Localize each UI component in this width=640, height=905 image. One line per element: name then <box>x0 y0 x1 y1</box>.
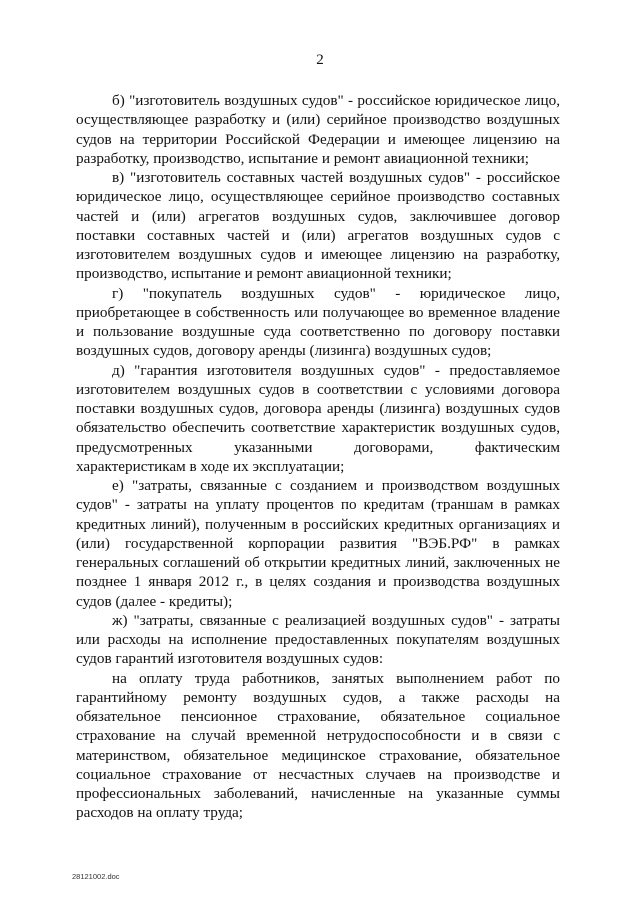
document-body <box>76 91 560 823</box>
paragraph-zh: ж) "затраты, связанные с реализацией воздушных судов" - затраты или расходы на исполнение предоставленных покупателям воздушных судов гарантий изготовителя воздушных судов: <box>76 611 560 668</box>
page-number: 2 <box>316 52 324 68</box>
paragraph-e: е) "затраты, связанные с созданием и производством воздушных судов" - затраты на уплату процентов по кредитам (траншам в рамках кредитных линий), полученным в российских кредитных организациях и (или) государственной корпорации развития "ВЭБ.РФ" в рамках генеральных соглашений об открытии кредитных линий, заключенных не позднее 1 января 2012 г., в целях создания и производства воздушных судов (далее - кредиты); <box>76 477 560 610</box>
paragraph-b: б) "изготовитель воздушных судов" - российское юридическое лицо, осуществляющее разработку и (или) серийное производство воздушных судов на территории Российской Федерации и имеющее лицензию на разработку, производство, испытание и ремонт авиационной техники; <box>76 92 560 167</box>
file-name-footer: 28121002.doc <box>72 872 120 881</box>
paragraph-v: в) "изготовитель составных частей воздушных судов" - российское юридическое лицо, осуществляющее серийное производство составных частей и (или) агрегатов воздушных судов, заключившее договор поставки составных частей и (или) агрегатов воздушных судов с изготовителем воздушных судов и имеющее лицензию на разработку, производство, испытание и ремонт авиационной техники; <box>76 169 560 283</box>
paragraph-d: д) "гарантия изготовителя воздушных судов" - предоставляемое изготовителем воздушных судов в соответствии с условиями договора поставки воздушных судов, договора аренды (лизинга) воздушных судов обязательство обеспечить соответствие характеристик воздушных судов, предусмотренных указанными договорами, фактическим характеристикам в ходе их эксплуатации; <box>76 361 560 475</box>
paragraph-g: г) "покупатель воздушных судов" - юридическое лицо, приобретающее в собственность или получающее во временное владение и пользование воздушные суда соответственно по договору поставки воздушных судов, договору аренды (лизинга) воздушных судов; <box>76 284 560 360</box>
paragraph-labor-costs: на оплату труда работников, занятых выполнением работ по гарантийному ремонту воздушных судов, а также расходы на обязательное пенсионное страхование, обязательное социальное страхование на случай временной нетрудоспособности и в связи с материнством, обязательное медицинское страхование, обязательное социальное страхование от несчастных случаев на производстве и профессиональных заболеваний, начисленные на указанные суммы расходов на оплату труда; <box>76 669 560 822</box>
